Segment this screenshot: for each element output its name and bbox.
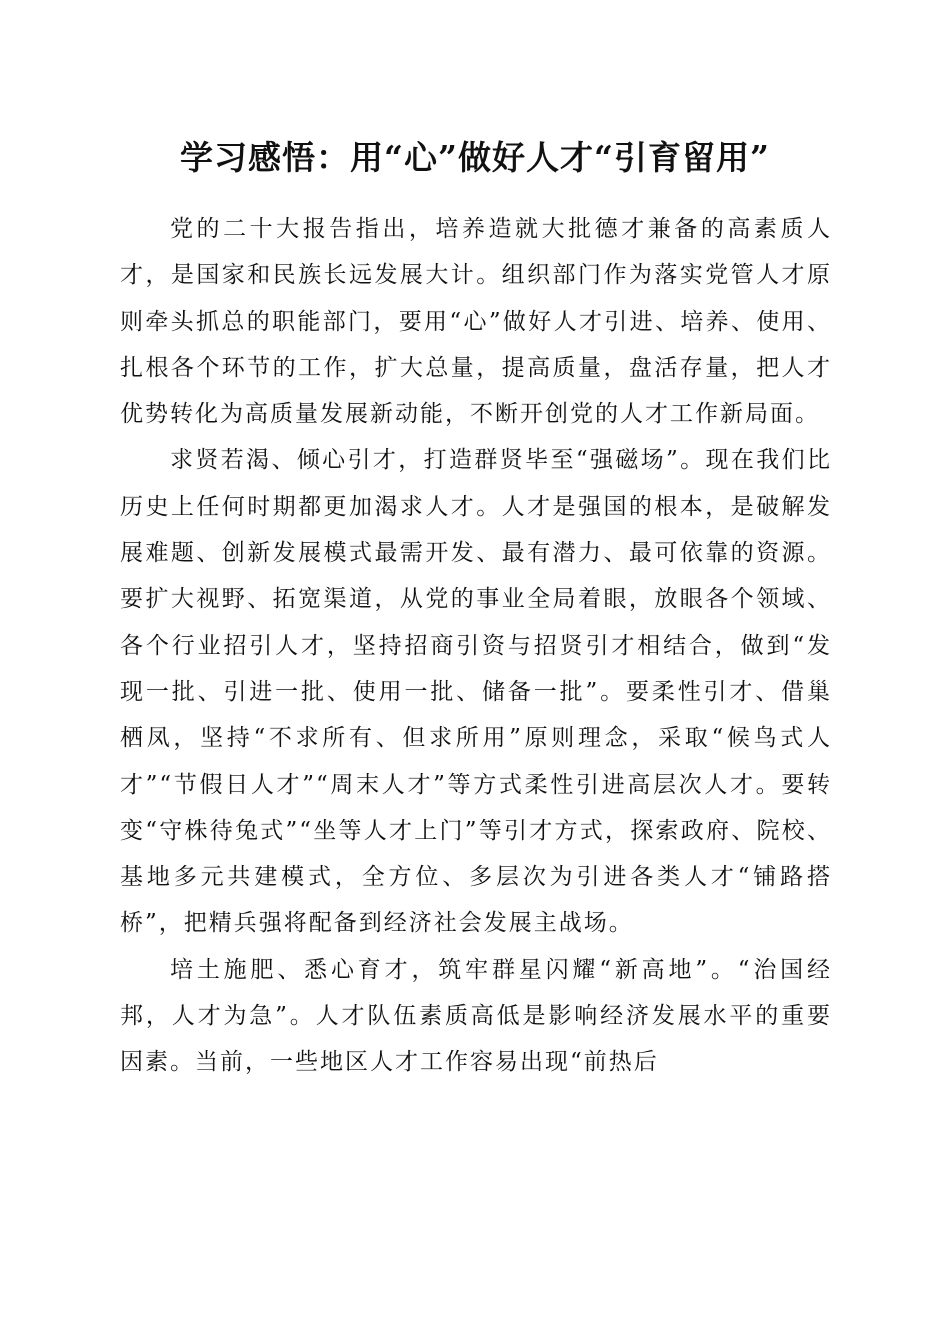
document-title: 学习感悟：用“心”做好人才“引育留用” — [180, 138, 770, 177]
paragraph-3: 培土施肥、悉心育才，筑牢群星闪耀“新高地”。“治国经邦，人才为急”。人才队伍素质高低是影响经济发展水平的重要因素。当前，一些地区人才工作容易出现“前热后 — [120, 956, 832, 1076]
paragraph-2: 求贤若渴、倾心引才，打造群贤毕至“强磁场”。现在我们比历史上任何时期都更加渴求人才。人才是强国的根本，是破解发展难题、创新发展模式最需开发、最有潜力、最可依靠的资源。要扩大视野、拓宽渠道，从党的事业全局着眼，放眼各个领域、各个行业招引人才，坚持招商引资与招贤引才相结合，做到“发现一批、引进一批、使用一批、储备一批”。要柔性引才、借巢栖凤，坚持“不求所有、但求所用”原则理念，采取“候鸟式人才”“节假日人才”“周末人才”等方式柔性引进高层次人才。要转变“守株待兔式”“坐等人才上门”等引才方式，探索政府、院校、基地多元共建模式，全方位、多层次为引进各类人才“铺路搭桥”，把精兵强将配备到经济社会发展主战场。 — [120, 447, 832, 937]
paragraph-1: 党的二十大报告指出，培养造就大批德才兼备的高素质人才，是国家和民族长远发展大计。组织部门作为落实党管人才原则牵头抓总的职能部门，要用“心”做好人才引进、培养、使用、扎根各个环节的工作，扩大总量，提高质量，盘活存量，把人才优势转化为高质量发展新动能，不断开创党的人才工作新局面。 — [120, 216, 832, 428]
document-body — [120, 206, 832, 1086]
